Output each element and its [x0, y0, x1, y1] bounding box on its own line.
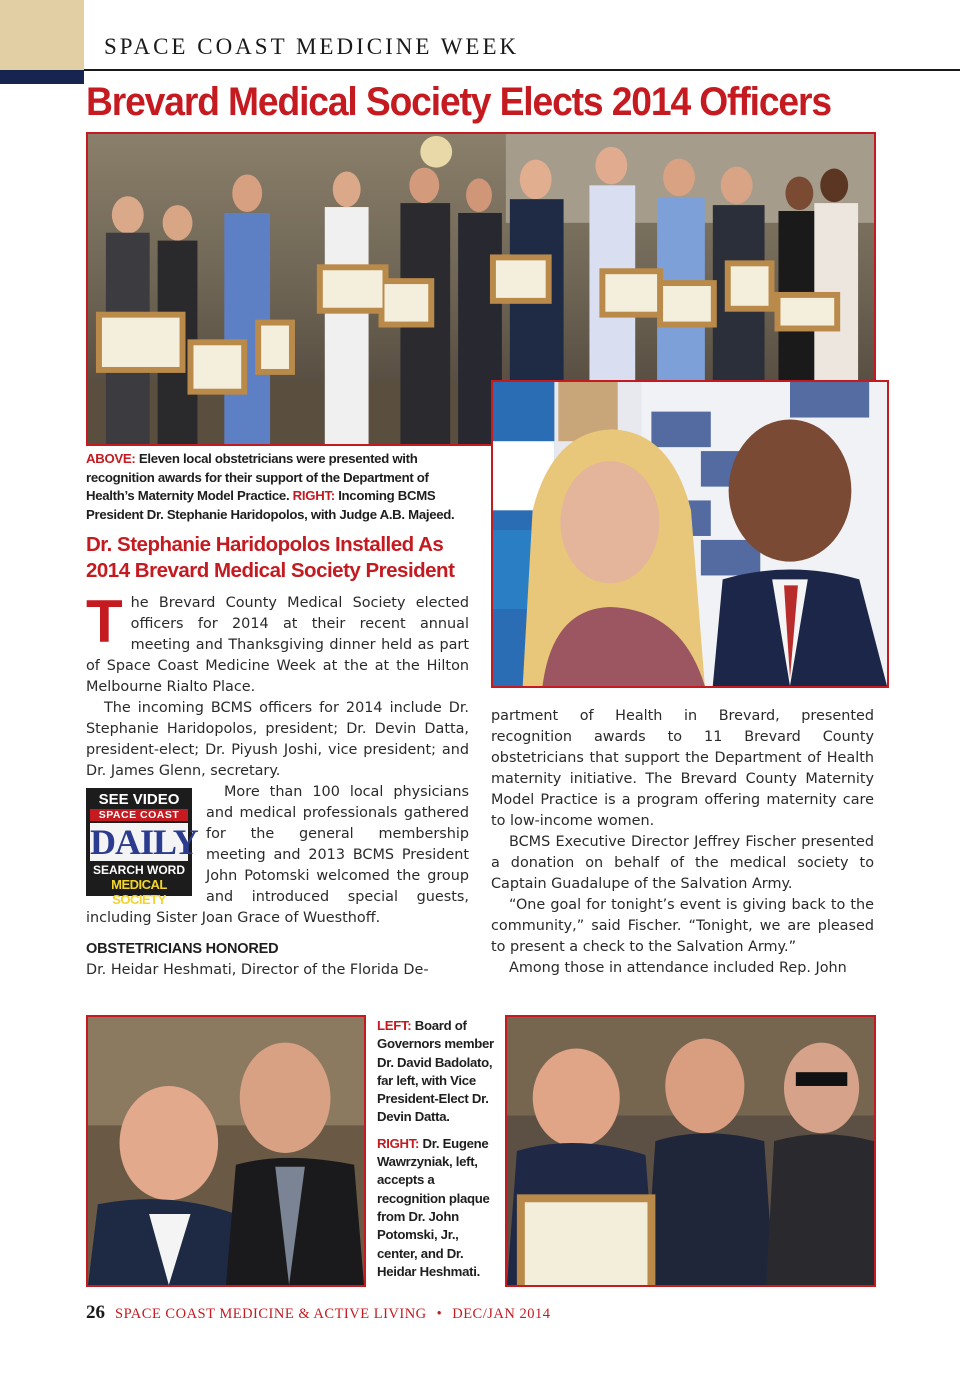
caption-lead-above: ABOVE:	[86, 451, 136, 466]
paragraph-2-intro	[86, 698, 469, 782]
article-column-right	[491, 706, 874, 979]
top-caption	[86, 450, 478, 524]
article-column-left	[86, 588, 469, 981]
header-corner-tab	[0, 0, 84, 70]
caption-lead-left: LEFT:	[377, 1018, 412, 1033]
caption-text-above: Eleven local obstetricians were presented with recognition awards for their support of the Department of Health’s Maternity Model Practice.	[86, 451, 429, 503]
footer-bullet: •	[436, 1306, 443, 1322]
caption-lead-right-bottom: RIGHT:	[377, 1135, 420, 1151]
paragraph-6: “One goal for tonight’s event is giving back to the community,” said Fischer. “Tonight, we are pleased to present a check to the Salvation Army.”	[491, 897, 874, 955]
ad-daily-logo: DAILY	[90, 822, 198, 862]
dropcap: T	[86, 588, 123, 655]
paragraph-4: Dr. Heidar Heshmati, Director of the Florida De-	[86, 962, 429, 978]
see-video-ad[interactable]	[86, 788, 198, 907]
paragraph-4-continued: partment of Health in Brevard, presented recognition awards to 11 Brevard County obstetricians that support the Department of Health maternity initiative. The Brevard County Maternity Model Practice is a program offering maternity care to low-income women.	[491, 708, 874, 829]
caption-text-left: Board of Governors member Dr. David Badolato, far left, with Vice President-Elect Dr. Devin Datta.	[377, 1018, 494, 1125]
header-rule	[84, 69, 960, 71]
paragraph-1: he Brevard County Medical Society elected officers for 2014 at their recent annual meeting and Thanksgiving dinner held as part of Space Coast Medicine Week at the at the Hilton Melbourne Rialto Place.	[86, 595, 469, 695]
president-photo	[491, 380, 889, 688]
article-headline: Brevard Medical Society Elects 2014 Officers	[86, 80, 831, 124]
page-number: 26	[86, 1302, 105, 1323]
ad-see-video: SEE VIDEO	[98, 791, 180, 808]
bottom-left-photo	[86, 1015, 366, 1287]
page-footer	[86, 1302, 550, 1324]
bottom-right-photo	[505, 1015, 876, 1287]
caption-text-right: Incoming BCMS President Dr. Stephanie Haridopolos, with Judge A.B. Majeed.	[86, 488, 455, 522]
paragraph-2: The incoming BCMS officers for 2014 include Dr. Stephanie Haridopolos, president; Dr. Devin Datta, president-elect; Dr. Piyush Joshi, vice president; and Dr. James Glenn, secretary.	[86, 700, 469, 779]
article-subhead: Dr. Stephanie Haridopolos Installed As 2014 Brevard Medical Society President	[86, 533, 455, 582]
footer-issue: DEC/JAN 2014	[452, 1306, 551, 1322]
section-label: SPACE COAST MEDICINE WEEK	[104, 34, 520, 59]
caption-text-right-bottom: Dr. Eugene Wawrzyniak, left, accepts a recognition plaque from Dr. John Potomski, Jr., center, and Dr. Heidar Heshmati.	[377, 1135, 490, 1279]
ad-medical-society: MEDICAL SOCIETY	[111, 877, 167, 907]
ad-search-word: SEARCH WORD	[93, 863, 185, 877]
paragraph-5: BCMS Executive Director Jeffrey Fischer presented a donation on behalf of the medical society to Captain Guadalupe of the Salvation Army.	[491, 834, 874, 892]
bottom-caption	[377, 1017, 499, 1281]
caption-lead-right: RIGHT:	[292, 488, 335, 503]
footer-publication: SPACE COAST MEDICINE & ACTIVE LIVING	[115, 1306, 427, 1322]
paragraph-7: Among those in attendance included Rep. John	[509, 960, 847, 976]
paragraph-3: More than 100 local physicians and medical professionals gathered for the general membership meeting and 2013 BCMS President John Potomski welcomed the group and introduced special guests, including Sister Joan Grace of Wuesthoff.	[86, 784, 469, 926]
section-heading-obstetricians: OBSTETRICIANS HONORED	[86, 941, 279, 957]
ad-space-coast: SPACE COAST	[90, 809, 188, 821]
header-corner-bar	[0, 70, 84, 84]
